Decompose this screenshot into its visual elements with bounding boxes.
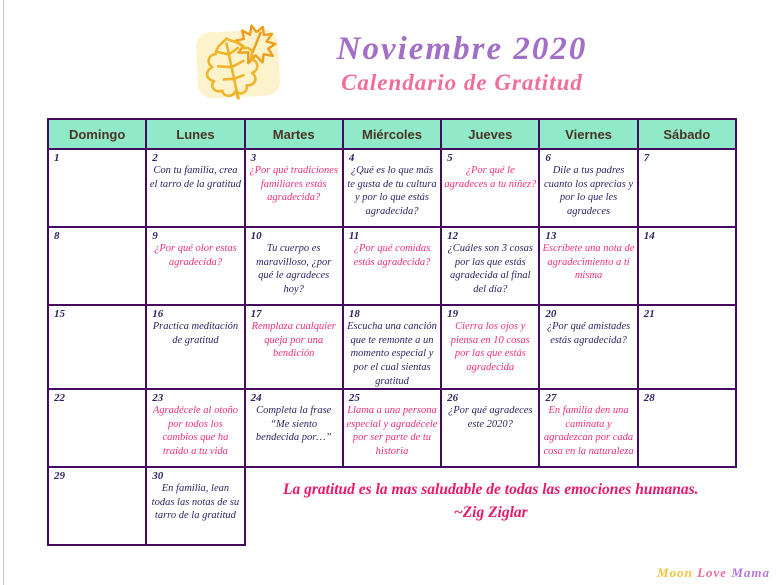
weekday-header-miercoles: Miércoles bbox=[343, 119, 441, 149]
watermark-word-3: Mama bbox=[731, 565, 770, 580]
calendar-week-row bbox=[48, 305, 736, 389]
day-number: 5 bbox=[447, 152, 453, 164]
day-cell-25 bbox=[343, 389, 441, 467]
weekday-header-viernes: Viernes bbox=[539, 119, 637, 149]
day-number: 8 bbox=[54, 230, 60, 242]
day-cell-11 bbox=[343, 227, 441, 305]
day-cell-29 bbox=[48, 467, 146, 545]
day-cell-22 bbox=[48, 389, 146, 467]
day-cell-1 bbox=[48, 149, 146, 227]
day-cell-8 bbox=[48, 227, 146, 305]
autumn-leaves-illustration bbox=[191, 19, 293, 107]
day-cell-16 bbox=[146, 305, 244, 389]
day-prompt: Tu cuerpo es maravilloso, ¿por qué le agradeces hoy? bbox=[256, 243, 332, 295]
day-cell-9 bbox=[146, 227, 244, 305]
day-number: 4 bbox=[348, 152, 355, 164]
day-cell-23 bbox=[146, 389, 244, 467]
day-number: 2 bbox=[152, 152, 158, 164]
masthead bbox=[0, 0, 778, 110]
day-cell-13 bbox=[539, 227, 637, 305]
day-prompt: ¿Cuáles son 3 cosas por las que estás agradecida al final del día? bbox=[447, 243, 533, 295]
day-number: 10 bbox=[250, 230, 262, 242]
day-cell-21 bbox=[638, 305, 736, 389]
day-prompt: Remplaza cualquier queja por una bendición bbox=[251, 321, 336, 360]
calendar-week-row bbox=[48, 467, 736, 545]
quote-area bbox=[245, 467, 736, 545]
day-number: 17 bbox=[250, 308, 262, 320]
day-prompt: ¿Qué es lo que más te gusta de tu cultura y por lo que estás agradecida? bbox=[347, 165, 437, 217]
weekday-header-jueves: Jueves bbox=[441, 119, 539, 149]
day-cell-28 bbox=[638, 389, 736, 467]
day-prompt: ¿Por qué olor estas agradecida? bbox=[154, 243, 237, 268]
day-prompt: Agradécele al otoño por todos los cambios que ha traído a tu vida bbox=[152, 405, 238, 458]
day-cell-30 bbox=[146, 467, 244, 545]
day-prompt: Dile a tus padres cuanto los aprecias y por lo que les agradeces bbox=[543, 165, 634, 217]
day-prompt: Escucha una canción que te remonte a un momento especial y por el cual sientas gratitud bbox=[347, 321, 437, 387]
calendar-week-row bbox=[48, 149, 736, 227]
day-prompt: Con tu familia, crea el tarro de la gratitud bbox=[149, 165, 242, 190]
day-cell-15 bbox=[48, 305, 146, 389]
day-number: 12 bbox=[447, 230, 459, 242]
day-cell-24 bbox=[245, 389, 343, 467]
day-prompt: ¿Por qué agradeces este 2020? bbox=[447, 405, 533, 430]
weekday-header-domingo: Domingo bbox=[48, 119, 146, 149]
day-cell-18 bbox=[343, 305, 441, 389]
day-cell-10 bbox=[245, 227, 343, 305]
day-cell-5 bbox=[441, 149, 539, 227]
day-number: 24 bbox=[250, 392, 262, 405]
day-cell-7 bbox=[638, 149, 736, 227]
day-cell-6 bbox=[539, 149, 637, 227]
watermark-word-1: Moon bbox=[657, 565, 693, 580]
day-number: 21 bbox=[643, 308, 655, 320]
weekday-header-row bbox=[48, 119, 736, 149]
day-prompt: Llama a una persona especial y agradécele por ser parte de tu historia bbox=[346, 405, 438, 458]
day-prompt: Practica meditación de gratitud bbox=[152, 321, 239, 346]
day-cell-14 bbox=[638, 227, 736, 305]
day-number: 14 bbox=[643, 230, 655, 242]
day-number: 7 bbox=[643, 152, 650, 164]
day-cell-17 bbox=[245, 305, 343, 389]
day-prompt: ¿Por qué amistades estás agradecida? bbox=[546, 321, 631, 346]
day-number: 9 bbox=[152, 230, 158, 242]
day-cell-12 bbox=[441, 227, 539, 305]
weekday-header-sabado: Sábado bbox=[638, 119, 736, 149]
day-number: 22 bbox=[54, 392, 65, 405]
page-left-edge bbox=[3, 0, 4, 585]
watermark-word-2: Love bbox=[697, 565, 728, 580]
day-prompt: ¿Por qué le agradeces a tu niñez? bbox=[444, 165, 537, 190]
day-cell-27 bbox=[539, 389, 637, 467]
month-title: Noviembre 2020 bbox=[336, 30, 588, 67]
day-cell-19 bbox=[441, 305, 539, 389]
day-number: 27 bbox=[545, 392, 557, 405]
day-prompt: ¿Por qué comidas estás agradecida? bbox=[353, 243, 431, 268]
quote-text: La gratitud es la mas saludable de todas las emociones humanas. bbox=[283, 481, 699, 499]
day-number: 26 bbox=[447, 392, 459, 405]
day-prompt: En familia, lean todas las notas de su tarro de la gratitud bbox=[151, 483, 240, 522]
day-number: 20 bbox=[545, 308, 557, 320]
day-cell-26 bbox=[441, 389, 539, 467]
calendar-table bbox=[47, 118, 737, 546]
weekday-header-martes: Martes bbox=[245, 119, 343, 149]
autumn-leaves-icon bbox=[191, 19, 293, 107]
day-number: 11 bbox=[348, 230, 360, 242]
day-number: 1 bbox=[54, 152, 60, 164]
day-number: 6 bbox=[545, 152, 551, 164]
day-number: 23 bbox=[152, 392, 164, 405]
day-cell-3 bbox=[245, 149, 343, 227]
day-cell-20 bbox=[539, 305, 637, 389]
day-number: 13 bbox=[545, 230, 557, 242]
day-number: 28 bbox=[643, 392, 655, 405]
title-block bbox=[337, 31, 588, 96]
weekday-header-lunes: Lunes bbox=[146, 119, 244, 149]
day-number: 19 bbox=[447, 308, 459, 320]
day-cell-2 bbox=[146, 149, 244, 227]
day-prompt: ¿Por qué tradiciones familiares estás agradecida? bbox=[249, 165, 339, 204]
day-number: 18 bbox=[348, 308, 360, 320]
day-number: 29 bbox=[54, 470, 65, 483]
day-number: 30 bbox=[152, 470, 164, 483]
day-number: 15 bbox=[54, 308, 65, 320]
calendar-week-row bbox=[48, 389, 736, 467]
day-number: 16 bbox=[152, 308, 164, 320]
day-prompt: Cierra los ojos y piensa en 10 cosas por las que estás agradecida bbox=[450, 321, 530, 373]
calendar-week-row bbox=[48, 227, 736, 305]
watermark bbox=[657, 565, 770, 581]
day-number: 3 bbox=[250, 152, 257, 164]
day-number: 25 bbox=[348, 392, 360, 405]
day-prompt: Completa la frase “Me siento bendecida por…” bbox=[255, 405, 332, 444]
day-cell-4 bbox=[343, 149, 441, 227]
day-prompt: Escríbete una nota de agradecimiento a ti misma bbox=[542, 243, 635, 282]
calendar-subtitle: Calendario de Gratitud bbox=[341, 69, 583, 95]
day-prompt: En familia den una caminata y agradezcan por cada cosa en la naturaleza bbox=[543, 405, 634, 458]
quote-attribution: ~Zig Ziglar bbox=[453, 503, 528, 521]
